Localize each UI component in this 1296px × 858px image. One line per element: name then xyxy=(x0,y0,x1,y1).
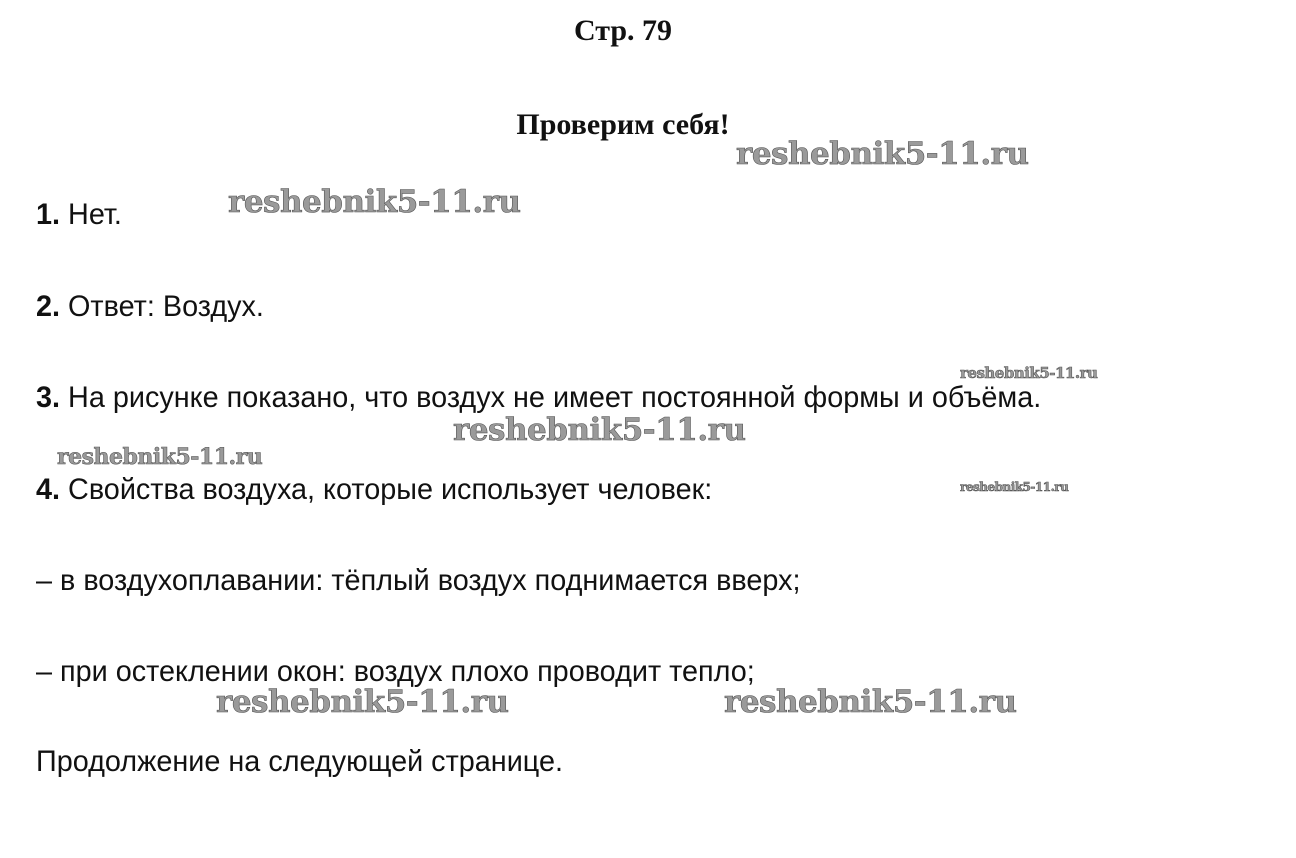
answer-1-text: Нет. xyxy=(60,198,122,231)
answer-4-text: Свойства воздуха, которые использует человек: xyxy=(60,473,713,506)
watermark: reshebnik5-11.ru xyxy=(228,184,521,220)
watermark: reshebnik5-11.ru xyxy=(724,684,1017,720)
answer-1-number: 1. xyxy=(36,198,61,231)
answer-2 xyxy=(36,290,264,324)
continuation-note: Продолжение на следующей странице. xyxy=(36,745,563,778)
answer-3-text: На рисунке показано, что воздух не имеет постоянной формы и объёма. xyxy=(60,381,1042,414)
watermark: reshebnik5-11.ru xyxy=(216,684,509,720)
watermark: reshebnik5-11.ru xyxy=(960,480,1069,494)
watermark: reshebnik5-11.ru xyxy=(57,444,263,470)
watermark: reshebnik5-11.ru xyxy=(453,412,746,448)
watermark: reshebnik5-11.ru xyxy=(736,136,1029,172)
answer-1 xyxy=(36,198,122,232)
list-item: – в воздухоплавании: тёплый воздух поднимается вверх; xyxy=(36,564,801,597)
list-item: – при остеклении окон: воздух плохо проводит тепло; xyxy=(36,655,755,688)
answer-4 xyxy=(36,473,712,507)
watermark: reshebnik5-11.ru xyxy=(960,364,1098,382)
section-title: Проверим себя! xyxy=(516,108,730,141)
answer-3-number: 3. xyxy=(36,381,61,414)
answer-2-text: Ответ: Воздух. xyxy=(60,290,264,323)
answer-2-number: 2. xyxy=(36,290,61,323)
answer-4-number: 4. xyxy=(36,473,61,506)
page-number: Стр. 79 xyxy=(573,14,673,47)
answer-3 xyxy=(36,381,1041,415)
